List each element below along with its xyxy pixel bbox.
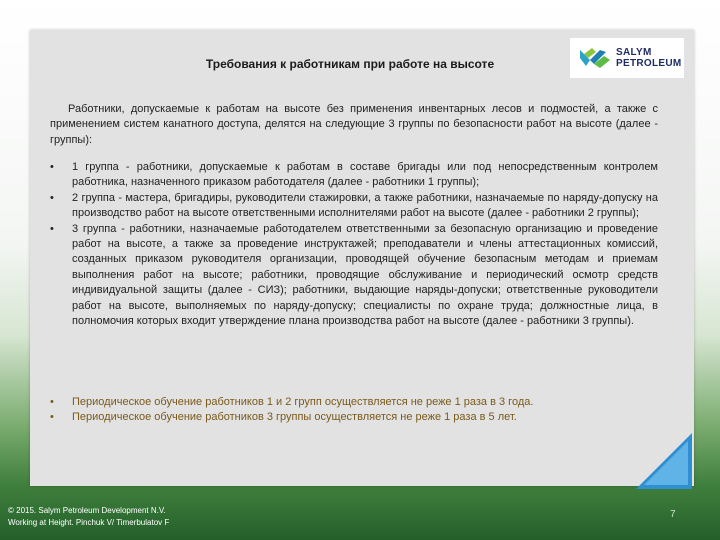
- group-text: 2 группа - мастера, бригадиры, руководители стажировки, а также работники, назначаемые по наряду-допуску на производство работ на высоте ответственными исполнителями работ на высоте (далее - работники 2 группы);: [72, 191, 658, 220]
- intro-paragraph: Работники, допускаемые к работам на высоте без применения инвентарных лесов и подмостей, а также с применением систем канатного доступа, делятся на следующие 3 группы по безопасности работ на высоте (далее - группы):: [50, 103, 658, 146]
- logo-line1: SALYM: [616, 47, 652, 58]
- corner-triangle-icon: [636, 433, 692, 489]
- footer-copyright: © 2015. Salym Petroleum Development N.V.: [8, 506, 166, 515]
- bullet-icon: •: [50, 222, 54, 235]
- training-text: Периодическое обучение работников 3 группы осуществляется не реже 1 раза в 5 лет.: [72, 411, 517, 424]
- group-text: 1 группа - работники, допускаемые к работам в составе бригады или под непосредственным контролем работника, назначенного приказом работодателя (далее - работники 1 группы);: [72, 161, 658, 189]
- page-number: 7: [670, 509, 676, 520]
- company-logo: [570, 38, 684, 78]
- footer: [8, 505, 169, 529]
- salym-logo-icon: [578, 46, 612, 70]
- training-text: Периодическое обучение работников 1 и 2 групп осуществляется не реже 1 раза в 3 года.: [72, 396, 534, 408]
- slide-title: Требования к работникам при работе на высоте: [205, 57, 495, 71]
- logo-text: [616, 47, 681, 69]
- slide-panel: [30, 30, 694, 486]
- list-item: [50, 395, 658, 410]
- group-text: 3 группа - работники, назначаемые работодателем ответственными за безопасную организацию и проведение работ на высоте, а также за проведение инструктажей; преподаватели и члены аттестационных комиссий, созданных приказом руководителя организации, проводящей обучение безопасным методам и приемам выполнения работ на высоте; работники, проводящие обслуживание и периодический осмотр средств индивидуальной защиты (далее - СИЗ); работники, выдающие наряды-допуски; ответственные руководители работ на высоте, выполняемых по наряду-допуску; специалисты по охране труда; должностные лица, в полномочия которых входит утверждение плана производства работ на высоте (далее - работники 3 группы).: [72, 222, 658, 328]
- list-item: [50, 191, 658, 222]
- list-item: [50, 222, 658, 330]
- bullet-icon: •: [50, 396, 54, 408]
- bullet-icon: •: [50, 161, 54, 173]
- footer-credits: Working at Height. Pinchuk V/ Timerbulatov F: [8, 518, 170, 527]
- bullet-icon: •: [50, 411, 54, 424]
- training-list: [50, 395, 658, 426]
- groups-list: [50, 160, 658, 329]
- logo-line2: PETROLEUM: [616, 58, 682, 69]
- list-item: [50, 160, 658, 191]
- bullet-icon: •: [50, 191, 54, 204]
- list-item: [50, 410, 658, 425]
